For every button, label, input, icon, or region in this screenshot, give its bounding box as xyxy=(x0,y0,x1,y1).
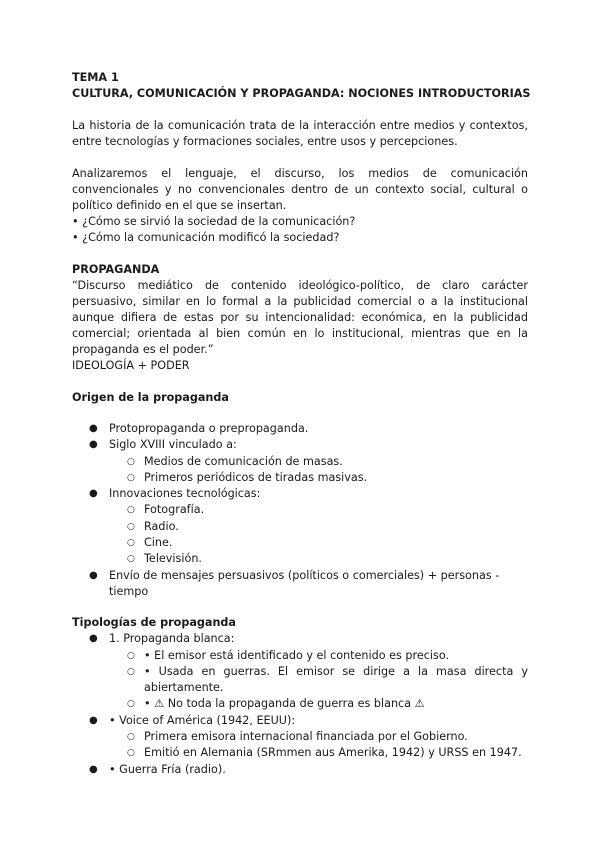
bullet-icon: ● xyxy=(89,633,98,645)
propaganda-heading: PROPAGANDA xyxy=(72,263,160,276)
bullet-icon: ● xyxy=(89,763,98,775)
sub-list-item: ○ Primeros periódicos de tiradas masivas. xyxy=(72,470,528,486)
sub-list-item: ○ Emitió en Alemania (SRmmen aus Amerika, 1942) y URSS en 1947. xyxy=(72,745,528,761)
bullet-icon: ● xyxy=(89,569,98,581)
sub-list-item: ○ Fotografía. xyxy=(72,502,528,518)
circle-bullet-icon: ○ xyxy=(127,538,135,549)
origen-list xyxy=(72,421,528,600)
bullet-icon: ● xyxy=(89,423,98,434)
circle-bullet-icon: ○ xyxy=(127,554,135,565)
circle-bullet-icon: ○ xyxy=(127,699,135,710)
circle-bullet-icon: ○ xyxy=(127,521,135,532)
intro-paragraph-1: La historia de la comunicación trata de la interacción entre medios y contextos, entre tecnologías y formaciones sociales, entre usos y percepciones. xyxy=(72,119,528,148)
bullet-icon: ● xyxy=(89,714,98,726)
circle-bullet-icon: ○ xyxy=(127,505,135,516)
sub-list-item: ○ Radio. xyxy=(72,519,528,535)
circle-bullet-icon: ○ xyxy=(127,666,135,677)
page-title: CULTURA, COMUNICACIÓN Y PROPAGANDA: NOCIONES INTRODUCTORIAS xyxy=(72,87,531,100)
sub-list-item: ○ • El emisor está identificado y el contenido es preciso. xyxy=(72,648,528,664)
intro-paragraph-2: Analizaremos el lenguaje, el discurso, los medios de comunicación convencionales y no convencionales dentro de un contexto social, cultural o político definido en el que se insertan. xyxy=(72,167,528,212)
circle-bullet-icon: ○ xyxy=(127,748,135,759)
list-item: ● • Guerra Fría (radio). xyxy=(72,762,528,778)
sub-list-item: ○ Cine. xyxy=(72,535,528,551)
bullet-icon: ● xyxy=(89,488,98,500)
sub-list-item: ○ Medios de comunicación de masas. xyxy=(72,454,528,470)
question-2: • ¿Cómo la comunicación modificó la sociedad? xyxy=(72,231,340,244)
list-item: ● Protopropaganda o prepropaganda. xyxy=(72,421,528,437)
question-1: • ¿Cómo se sirvió la sociedad de la comunicación? xyxy=(72,215,356,228)
circle-bullet-icon: ○ xyxy=(127,472,135,483)
origen-heading: Origen de la propaganda xyxy=(72,391,229,404)
circle-bullet-icon: ○ xyxy=(127,456,135,467)
propaganda-quote: “Discurso mediático de contenido ideológico-político, de claro carácter persuasivo, similar en lo formal a la publicidad comercial o a la institucional aunque difiera de estas por su intencionalidad: económica, en la publicidad comercial; orientada al bien común en lo institucional, mientras que en la propaganda es el poder.” xyxy=(72,279,528,356)
tema-label: TEMA 1 xyxy=(72,71,119,84)
sub-list-item: ○ • ⚠ No toda la propaganda de guerra es blanca ⚠ xyxy=(72,696,528,712)
tipologias-heading: Tipologías de propaganda xyxy=(72,616,236,630)
list-item: ● 1. Propaganda blanca: xyxy=(72,631,528,647)
sub-list-item: ○ Primera emisora internacional financiada por el Gobierno. xyxy=(72,729,528,745)
list-item: ● • Voice of América (1942, EEUU): xyxy=(72,713,528,729)
ideologia-poder: IDEOLOGÍA + PODER xyxy=(72,359,190,372)
circle-bullet-icon: ○ xyxy=(127,650,135,661)
sub-list-item: ○ Televisión. xyxy=(72,551,528,567)
list-item: ● Siglo XVIII vinculado a: xyxy=(72,437,528,453)
bullet-icon: ● xyxy=(89,439,98,451)
circle-bullet-icon: ○ xyxy=(127,732,135,743)
sub-list-item: ○ • Usada en guerras. El emisor se dirige a la masa directa y abiertamente. xyxy=(127,664,528,695)
list-item: ● Innovaciones tecnológicas: xyxy=(72,486,528,502)
tipologias-list xyxy=(72,631,528,778)
document-page xyxy=(72,70,531,778)
list-item: ● Envío de mensajes persuasivos (políticos o comerciales) + personas -tiempo xyxy=(89,568,500,598)
